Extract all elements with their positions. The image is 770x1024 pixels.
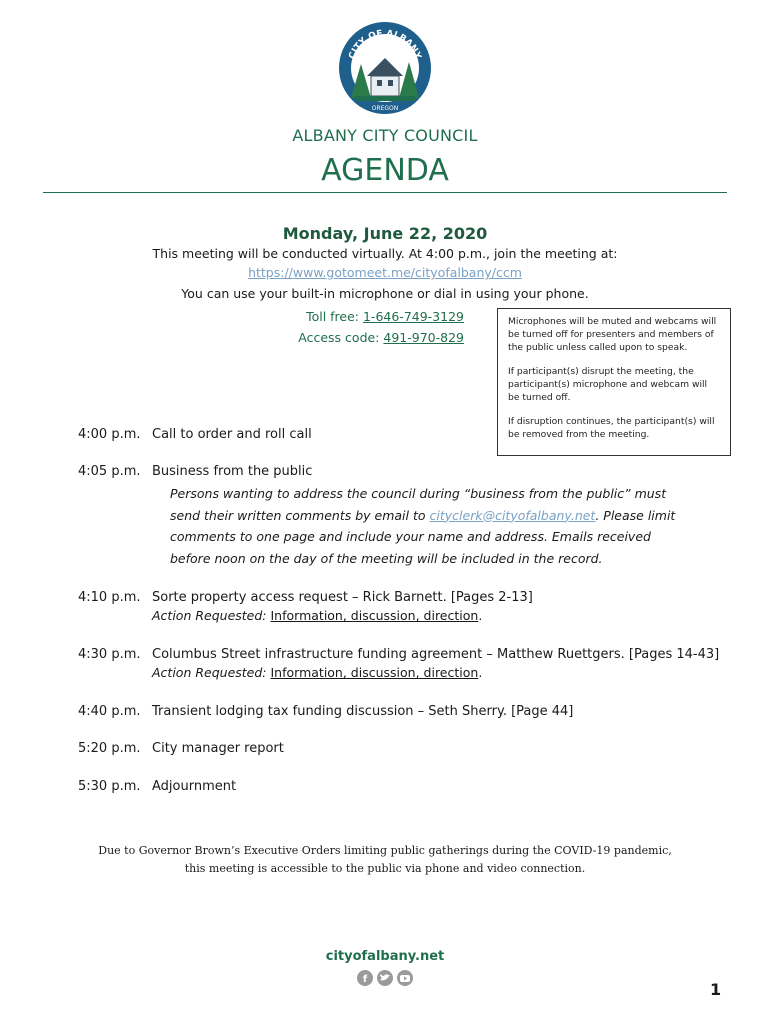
agenda-item-title: Sorte property access request – Rick Barnett. [Pages 2-13]: [152, 590, 533, 605]
agenda-time: 4:10 p.m.: [78, 590, 141, 605]
toll-free-label: Toll free:: [306, 309, 363, 324]
action-value: Information, discussion, direction: [270, 665, 479, 680]
agenda-item-title: Columbus Street infrastructure funding agreement – Matthew Ruettgers. [Pages 14-43]: [152, 647, 720, 662]
access-code-link[interactable]: 491-970-829: [383, 330, 464, 345]
agenda-item-title: Call to order and roll call: [152, 427, 312, 442]
meeting-url-link[interactable]: https://www.gotomeet.me/cityofalbany/ccm: [248, 265, 522, 280]
action-end: .: [478, 608, 483, 623]
seal-text-top: CITY OF ALBANY: [347, 28, 423, 61]
public-comment-instructions: [170, 483, 680, 569]
notice-paragraph: If participant(s) disrupt the meeting, the participant(s) microphone and webcam will be turned off.: [508, 366, 708, 403]
agenda-time: 5:20 p.m.: [78, 741, 141, 756]
notice-paragraph: If disruption continues, the participant(s) will be removed from the meeting.: [508, 416, 715, 440]
notice-paragraph: Microphones will be muted and webcams will be turned off for presenters and members of the public unless called upon to speak.: [508, 316, 717, 353]
access-code-line: [200, 330, 464, 345]
action-end: .: [478, 665, 483, 680]
meeting-date: Monday, June 22, 2020: [282, 224, 488, 243]
participation-notice-box: [497, 308, 731, 456]
phone-instructions: You can use your built-in microphone or dial in using your phone.: [181, 286, 589, 301]
toll-free-line: [200, 309, 464, 324]
agenda-title: AGENDA: [321, 153, 449, 188]
council-title: ALBANY CITY COUNCIL: [292, 126, 478, 145]
clerk-email-link[interactable]: cityclerk@cityofalbany.net: [429, 507, 596, 523]
access-code-label: Access code:: [298, 330, 384, 345]
social-icons: [356, 969, 414, 987]
agenda-time: 4:30 p.m.: [78, 647, 141, 662]
agenda-time: 4:40 p.m.: [78, 704, 141, 719]
header-divider: [43, 192, 727, 193]
agenda-item-title: Business from the public: [152, 464, 313, 479]
action-requested: [152, 665, 482, 680]
footnote-line: this meeting is accessible to the public via phone and video connection.: [184, 862, 586, 875]
desc-text: . Please limit comments to one page and include your name and address. Emails received before noon on the day of the meeting will be included in the record.: [170, 507, 676, 566]
action-value: Information, discussion, direction: [270, 608, 479, 623]
covid-footnote: [0, 842, 770, 878]
agenda-item-title: City manager report: [152, 741, 284, 756]
youtube-icon[interactable]: [397, 970, 413, 986]
action-label: Action Requested:: [152, 665, 271, 680]
agenda-item-title: Transient lodging tax funding discussion – Seth Sherry. [Page 44]: [152, 704, 574, 719]
action-requested: [152, 608, 482, 623]
twitter-icon[interactable]: [377, 970, 393, 986]
meeting-intro: This meeting will be conducted virtually. At 4:00 p.m., join the meeting at:: [152, 246, 618, 261]
page-number: 1: [710, 980, 722, 999]
agenda-time: 5:30 p.m.: [78, 779, 141, 794]
city-seal-logo: [337, 20, 433, 116]
agenda-time: 4:00 p.m.: [78, 427, 141, 442]
desc-text: Persons wanting to address the council during “business from the public” must send their written comments by email to: [170, 486, 667, 523]
action-label: Action Requested:: [152, 608, 271, 623]
footer-website-link[interactable]: cityofalbany.net: [325, 949, 445, 964]
facebook-icon[interactable]: [357, 970, 373, 986]
seal-text-bottom: OREGON: [371, 105, 399, 112]
footnote-line: Due to Governor Brown’s Executive Orders limiting public gatherings during the COVID-19 pandemic,: [98, 844, 672, 857]
svg-text:f: f: [362, 974, 368, 985]
agenda-item-title: Adjournment: [152, 779, 237, 794]
toll-free-number-link[interactable]: 1-646-749-3129: [362, 309, 464, 324]
agenda-time: 4:05 p.m.: [78, 464, 141, 479]
